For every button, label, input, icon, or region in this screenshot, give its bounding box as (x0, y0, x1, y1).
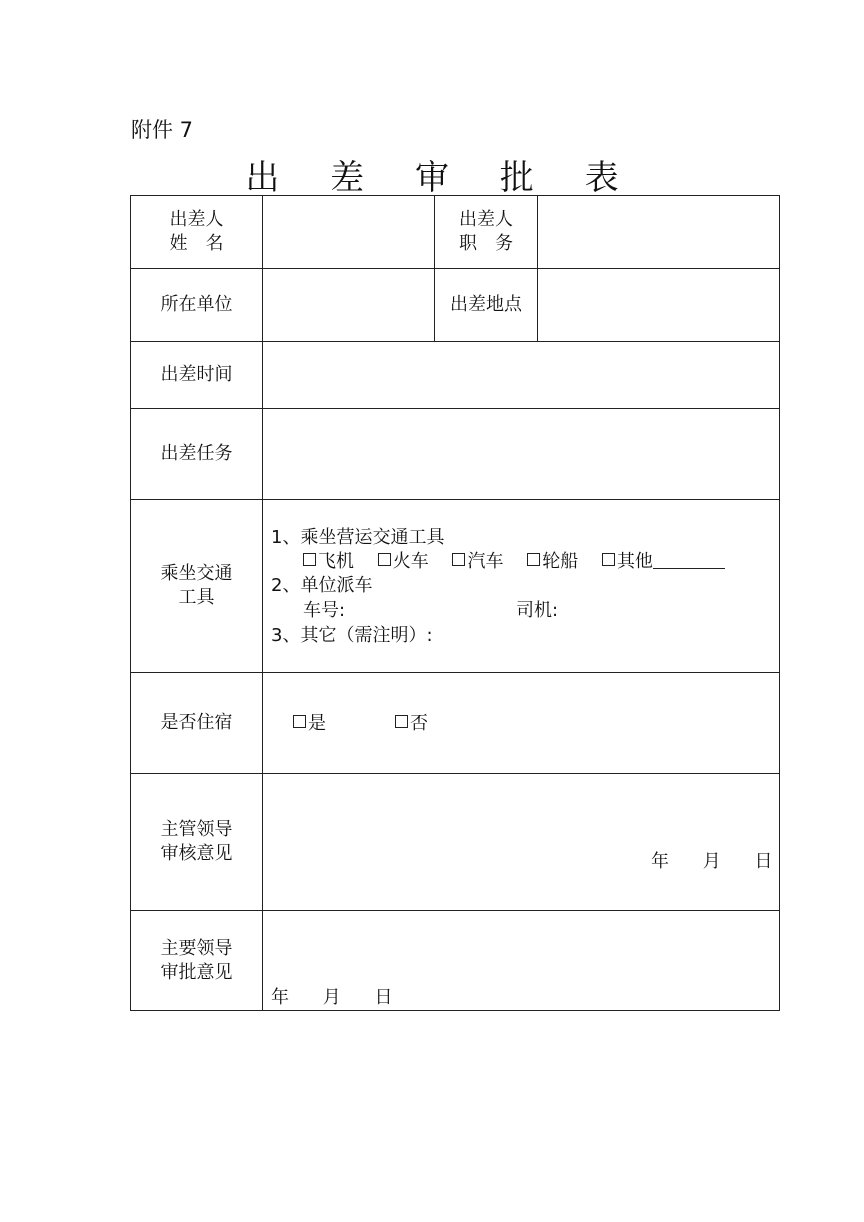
ship-option[interactable] (527, 551, 578, 572)
destination-label: 出差地点 (450, 294, 522, 315)
ship-label: 轮船 (542, 551, 579, 572)
supervisor-label-cell (131, 774, 262, 910)
task-label: 出差任务 (160, 443, 233, 464)
car-number-label: 车号: (303, 600, 346, 621)
other-checkbox[interactable] (602, 553, 615, 566)
supervisor-month-label: 月 (702, 851, 721, 872)
driver-label: 司机: (516, 600, 559, 621)
lodging-yes-checkbox[interactable] (293, 715, 306, 728)
unit-field[interactable] (263, 269, 434, 341)
plane-checkbox[interactable] (303, 553, 316, 566)
lodging-yes-option[interactable] (293, 712, 326, 736)
lodging-no-option[interactable] (395, 712, 428, 736)
transport-choices (303, 550, 725, 574)
transport-label-line2: 工具 (178, 587, 215, 608)
name-label-cell (131, 196, 262, 268)
lodging-yes-label: 是 (308, 713, 326, 734)
approval-form-table (130, 195, 780, 1011)
name-label-line2: 姓 名 (169, 233, 224, 254)
bus-option[interactable] (452, 551, 503, 572)
supervisor-date (651, 850, 772, 874)
plane-option[interactable] (303, 551, 354, 572)
other-label: 其他 (616, 551, 653, 572)
lodging-no-label: 否 (410, 713, 428, 734)
name-field[interactable] (263, 196, 434, 268)
position-label-line2: 职 务 (459, 233, 513, 254)
supervisor-label-line1: 主管领导 (160, 819, 233, 840)
transport-label-cell (131, 500, 262, 672)
destination-field[interactable] (538, 269, 778, 341)
bus-checkbox[interactable] (452, 553, 465, 566)
task-field[interactable] (263, 409, 778, 499)
train-label: 火车 (392, 551, 429, 572)
head-year-label: 年 (271, 987, 289, 1008)
head-date (271, 986, 392, 1010)
transport-option-3: 3、其它（需注明）: (271, 625, 433, 646)
transport-label-line1: 乘坐交通 (160, 563, 233, 584)
lodging-label: 是否住宿 (160, 712, 233, 733)
lodging-no-checkbox[interactable] (395, 715, 408, 728)
head-label-line2: 审批意见 (160, 961, 233, 983)
supervisor-year-label: 年 (651, 851, 669, 872)
train-checkbox[interactable] (378, 553, 391, 566)
supervisor-day-label: 日 (754, 851, 773, 872)
position-label-cell (435, 196, 537, 268)
transport-option-2: 2、单位派车 (271, 575, 373, 596)
plane-label: 飞机 (318, 551, 354, 572)
attachment-label: 附件 7 (131, 118, 194, 142)
transport-option-1: 1、乘坐营运交通工具 (271, 527, 445, 548)
form-title: 出 差 审 批 表 (245, 158, 639, 198)
time-field[interactable] (263, 342, 778, 408)
head-day-label: 日 (374, 987, 393, 1008)
head-label-cell (131, 911, 262, 1010)
ship-checkbox[interactable] (527, 553, 540, 566)
supervisor-label-line2: 审核意见 (160, 843, 233, 864)
other-option[interactable] (602, 551, 725, 572)
head-label-line1: 主要领导 (160, 937, 233, 959)
train-option[interactable] (378, 551, 429, 572)
unit-label: 所在单位 (160, 294, 233, 315)
time-label: 出差时间 (160, 364, 233, 385)
other-blank[interactable] (653, 552, 725, 569)
position-field[interactable] (538, 196, 778, 268)
head-month-label: 月 (322, 987, 341, 1008)
bus-label: 汽车 (467, 551, 504, 572)
position-label-line1: 出差人 (459, 209, 513, 230)
name-label-line1: 出差人 (169, 209, 224, 230)
